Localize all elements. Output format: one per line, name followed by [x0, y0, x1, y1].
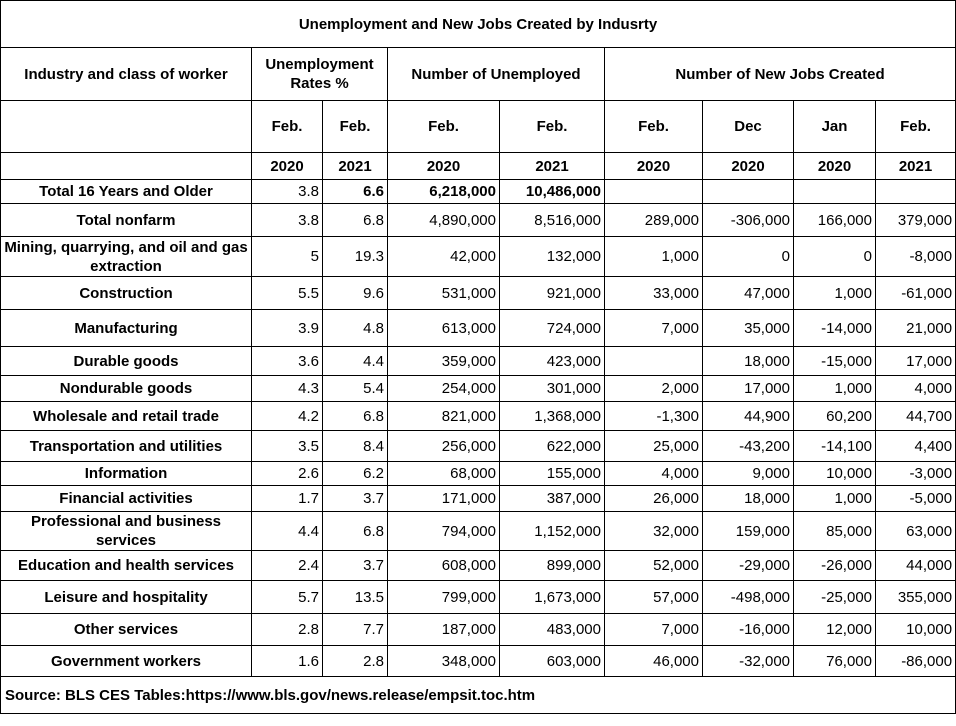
value-cell: 4.8 — [323, 310, 388, 347]
value-cell: 608,000 — [388, 551, 500, 581]
row-label: Professional and business services — [1, 512, 252, 551]
value-cell: -15,000 — [794, 347, 876, 376]
value-cell: 6,218,000 — [388, 180, 500, 204]
value-cell: 3.6 — [252, 347, 323, 376]
value-cell: 10,486,000 — [500, 180, 605, 204]
value-cell: 5.7 — [252, 581, 323, 614]
value-cell: 12,000 — [794, 614, 876, 646]
value-cell: 899,000 — [500, 551, 605, 581]
value-cell: 2,000 — [605, 376, 703, 402]
row-label: Nondurable goods — [1, 376, 252, 402]
value-cell: 68,000 — [388, 462, 500, 486]
value-cell: 60,200 — [794, 402, 876, 431]
value-cell: 799,000 — [388, 581, 500, 614]
year-header: 2020 — [252, 153, 323, 180]
value-cell: 531,000 — [388, 277, 500, 310]
value-cell: -32,000 — [703, 646, 794, 677]
value-cell: 289,000 — [605, 204, 703, 237]
value-cell — [605, 180, 703, 204]
year-header: 2020 — [605, 153, 703, 180]
row-label: Leisure and hospitality — [1, 581, 252, 614]
value-cell: 9.6 — [323, 277, 388, 310]
value-cell: -86,000 — [876, 646, 956, 677]
value-cell: 21,000 — [876, 310, 956, 347]
value-cell: 57,000 — [605, 581, 703, 614]
value-cell: 76,000 — [794, 646, 876, 677]
value-cell: 4.2 — [252, 402, 323, 431]
row-label: Total nonfarm — [1, 204, 252, 237]
header-number-unemployed: Number of Unemployed — [388, 48, 605, 101]
table-row — [1, 204, 956, 237]
month-header: Dec — [703, 101, 794, 153]
table-row — [1, 402, 956, 431]
table-row — [1, 180, 956, 204]
table-row — [1, 581, 956, 614]
year-header: 2021 — [500, 153, 605, 180]
value-cell: 1,000 — [605, 237, 703, 277]
value-cell: 1,000 — [794, 277, 876, 310]
value-cell: 155,000 — [500, 462, 605, 486]
value-cell: 17,000 — [876, 347, 956, 376]
value-cell: 4.4 — [252, 512, 323, 551]
value-cell: 17,000 — [703, 376, 794, 402]
value-cell: 3.7 — [323, 551, 388, 581]
value-cell: 355,000 — [876, 581, 956, 614]
row-label: Financial activities — [1, 486, 252, 512]
value-cell: 132,000 — [500, 237, 605, 277]
value-cell: 8,516,000 — [500, 204, 605, 237]
row-label: Total 16 Years and Older — [1, 180, 252, 204]
value-cell — [876, 180, 956, 204]
value-cell: 387,000 — [500, 486, 605, 512]
value-cell: 724,000 — [500, 310, 605, 347]
row-label: Education and health services — [1, 551, 252, 581]
value-cell: 1,368,000 — [500, 402, 605, 431]
value-cell: 13.5 — [323, 581, 388, 614]
table-row — [1, 614, 956, 646]
row-label: Government workers — [1, 646, 252, 677]
value-cell: 6.8 — [323, 402, 388, 431]
value-cell: 19.3 — [323, 237, 388, 277]
value-cell: 622,000 — [500, 431, 605, 462]
value-cell: -5,000 — [876, 486, 956, 512]
month-header: Feb. — [605, 101, 703, 153]
value-cell: 159,000 — [703, 512, 794, 551]
value-cell: 4,000 — [876, 376, 956, 402]
value-cell — [794, 180, 876, 204]
table-row — [1, 310, 956, 347]
value-cell: 8.4 — [323, 431, 388, 462]
value-cell: 423,000 — [500, 347, 605, 376]
value-cell: -1,300 — [605, 402, 703, 431]
value-cell: 33,000 — [605, 277, 703, 310]
value-cell: -25,000 — [794, 581, 876, 614]
value-cell: 32,000 — [605, 512, 703, 551]
value-cell: 5 — [252, 237, 323, 277]
value-cell: 5.4 — [323, 376, 388, 402]
value-cell: 35,000 — [703, 310, 794, 347]
value-cell: 6.6 — [323, 180, 388, 204]
value-cell: 10,000 — [794, 462, 876, 486]
value-cell: 18,000 — [703, 486, 794, 512]
value-cell: -61,000 — [876, 277, 956, 310]
value-cell: -3,000 — [876, 462, 956, 486]
table-row — [1, 486, 956, 512]
row-label: Manufacturing — [1, 310, 252, 347]
value-cell: 1,000 — [794, 486, 876, 512]
value-cell: 7.7 — [323, 614, 388, 646]
source-note: Source: BLS CES Tables:https://www.bls.gov/news.release/empsit.toc.htm — [1, 677, 956, 714]
value-cell: 821,000 — [388, 402, 500, 431]
month-header: Feb. — [876, 101, 956, 153]
table-row — [1, 512, 956, 551]
row-label: Information — [1, 462, 252, 486]
value-cell: 52,000 — [605, 551, 703, 581]
value-cell: 348,000 — [388, 646, 500, 677]
value-cell: 301,000 — [500, 376, 605, 402]
table-row — [1, 347, 956, 376]
value-cell: 7,000 — [605, 310, 703, 347]
header-unemployment-rates: Unemployment Rates % — [252, 48, 388, 101]
month-header: Feb. — [252, 101, 323, 153]
header-blank — [1, 153, 252, 180]
row-label: Other services — [1, 614, 252, 646]
value-cell: 1.7 — [252, 486, 323, 512]
row-label: Mining, quarrying, and oil and gas extraction — [1, 237, 252, 277]
value-cell: 171,000 — [388, 486, 500, 512]
value-cell: 3.8 — [252, 180, 323, 204]
value-cell: 4.4 — [323, 347, 388, 376]
value-cell: -26,000 — [794, 551, 876, 581]
table-row — [1, 551, 956, 581]
value-cell: 85,000 — [794, 512, 876, 551]
value-cell: 46,000 — [605, 646, 703, 677]
table-row — [1, 431, 956, 462]
value-cell: -498,000 — [703, 581, 794, 614]
value-cell: 7,000 — [605, 614, 703, 646]
value-cell: 794,000 — [388, 512, 500, 551]
table-row — [1, 277, 956, 310]
value-cell: 42,000 — [388, 237, 500, 277]
value-cell: 2.8 — [323, 646, 388, 677]
value-cell: 5.5 — [252, 277, 323, 310]
value-cell: 3.7 — [323, 486, 388, 512]
value-cell: 0 — [703, 237, 794, 277]
year-header: 2020 — [388, 153, 500, 180]
value-cell: -14,100 — [794, 431, 876, 462]
value-cell: 10,000 — [876, 614, 956, 646]
value-cell: 1,000 — [794, 376, 876, 402]
table-row — [1, 462, 956, 486]
value-cell — [605, 347, 703, 376]
year-header: 2020 — [794, 153, 876, 180]
value-cell: 359,000 — [388, 347, 500, 376]
year-header: 2021 — [323, 153, 388, 180]
value-cell: 254,000 — [388, 376, 500, 402]
value-cell: 9,000 — [703, 462, 794, 486]
row-label: Durable goods — [1, 347, 252, 376]
value-cell: -29,000 — [703, 551, 794, 581]
value-cell: 2.8 — [252, 614, 323, 646]
value-cell: 166,000 — [794, 204, 876, 237]
value-cell: -8,000 — [876, 237, 956, 277]
value-cell: 6.2 — [323, 462, 388, 486]
value-cell: 6.8 — [323, 512, 388, 551]
header-blank — [1, 101, 252, 153]
value-cell: 1,152,000 — [500, 512, 605, 551]
value-cell: 6.8 — [323, 204, 388, 237]
month-header: Feb. — [323, 101, 388, 153]
value-cell: 47,000 — [703, 277, 794, 310]
value-cell: 483,000 — [500, 614, 605, 646]
value-cell: 26,000 — [605, 486, 703, 512]
value-cell: -14,000 — [794, 310, 876, 347]
table-row — [1, 237, 956, 277]
year-header: 2021 — [876, 153, 956, 180]
month-header: Jan — [794, 101, 876, 153]
value-cell: 921,000 — [500, 277, 605, 310]
value-cell: 3.5 — [252, 431, 323, 462]
value-cell: 4.3 — [252, 376, 323, 402]
value-cell: 4,400 — [876, 431, 956, 462]
value-cell: 44,900 — [703, 402, 794, 431]
value-cell: 44,700 — [876, 402, 956, 431]
value-cell: 1,673,000 — [500, 581, 605, 614]
row-label: Transportation and utilities — [1, 431, 252, 462]
value-cell: -43,200 — [703, 431, 794, 462]
value-cell: 256,000 — [388, 431, 500, 462]
value-cell: 2.6 — [252, 462, 323, 486]
table-title: Unemployment and New Jobs Created by Indusrty — [1, 1, 956, 48]
value-cell: 25,000 — [605, 431, 703, 462]
value-cell: -306,000 — [703, 204, 794, 237]
value-cell: 603,000 — [500, 646, 605, 677]
month-header: Feb. — [500, 101, 605, 153]
table-row — [1, 646, 956, 677]
value-cell: 613,000 — [388, 310, 500, 347]
value-cell: 379,000 — [876, 204, 956, 237]
value-cell: 18,000 — [703, 347, 794, 376]
row-label: Construction — [1, 277, 252, 310]
value-cell: 1.6 — [252, 646, 323, 677]
value-cell: 4,000 — [605, 462, 703, 486]
value-cell: 0 — [794, 237, 876, 277]
value-cell: -16,000 — [703, 614, 794, 646]
value-cell: 2.4 — [252, 551, 323, 581]
month-header: Feb. — [388, 101, 500, 153]
header-industry: Industry and class of worker — [1, 48, 252, 101]
value-cell: 4,890,000 — [388, 204, 500, 237]
year-header: 2020 — [703, 153, 794, 180]
row-label: Wholesale and retail trade — [1, 402, 252, 431]
value-cell: 3.9 — [252, 310, 323, 347]
value-cell: 44,000 — [876, 551, 956, 581]
value-cell — [703, 180, 794, 204]
value-cell: 3.8 — [252, 204, 323, 237]
value-cell: 187,000 — [388, 614, 500, 646]
header-new-jobs: Number of New Jobs Created — [605, 48, 956, 101]
table-row — [1, 376, 956, 402]
value-cell: 63,000 — [876, 512, 956, 551]
